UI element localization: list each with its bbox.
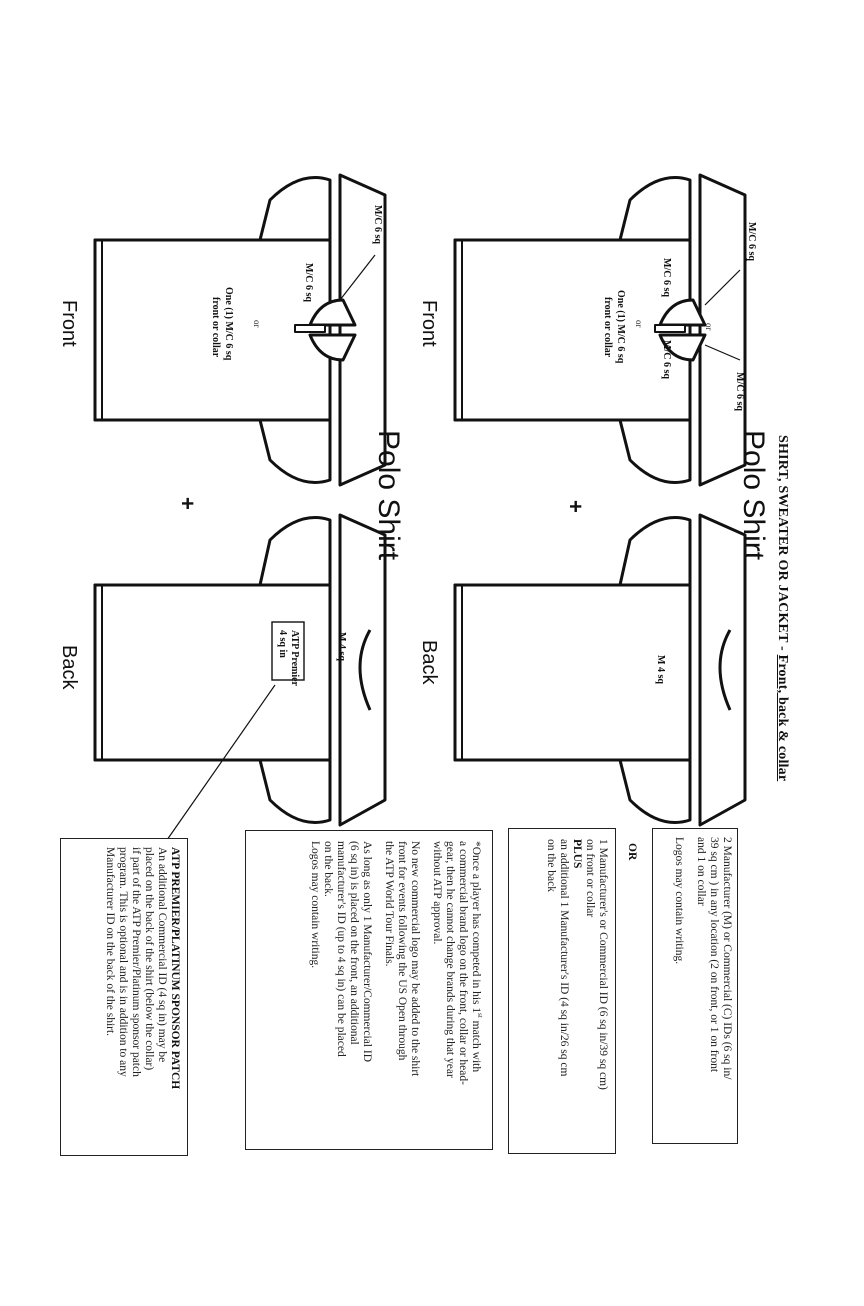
box4-heading: ATP PREMIER/PLATINUM SPONSOR PATCH (169, 847, 181, 1090)
box4-line4: program. This is optional and is in addition to any (117, 847, 129, 1077)
top-label-collar-right: M/C 6 sq (734, 372, 745, 411)
box2-line2: on front or collar (584, 839, 596, 918)
top-label-chest-left: M/C 6 sq (661, 258, 672, 297)
rule-box-4 (60, 838, 188, 1156)
top-note-line2: front or collar (602, 297, 613, 358)
box1-line1: 2 Manufacturer (M) or Commercial (C) IDs (6 sq in/ (721, 837, 733, 1080)
bottom-back-m-label: M 4 sq (336, 632, 347, 661)
bottom-note-line1: One (1) M/C 6 sq (223, 287, 234, 361)
box3-line2: a commercial brand logo on the front, collar or head- (457, 841, 470, 1085)
box2-line1: 1 Manufacturer's or Commercial ID (6 sq in/39 sq cm) (597, 839, 609, 1090)
rule-box-3 (245, 830, 493, 1150)
title-prefix: SHIRT, SWEATER OR JACKET - (775, 435, 790, 655)
box4-line5: Manufacturer ID on the back of the shirt. (104, 847, 116, 1037)
bottom-front-shirt (95, 175, 385, 485)
box3-line5: No new commercial logo may be added to the shirt (409, 841, 422, 1077)
bottom-heading: Polo Shirt (372, 430, 405, 561)
top-note-line1: One (1) M/C 6 sq (615, 290, 626, 364)
bottom-or-text: or (252, 320, 262, 328)
top-label-collar-left: M/C 6 sq (746, 222, 757, 261)
top-collar-or: or (704, 323, 714, 331)
box3-line7: the ATP World Tour Finals. (383, 841, 396, 967)
box1-line3: and 1 on collar (695, 837, 707, 906)
bottom-front-label: Front (58, 300, 80, 347)
rule-box-2 (508, 828, 616, 1154)
bottom-back-label: Back (58, 645, 80, 690)
box3-line8: As long as only 1 Manufacturer/Commercial ID (361, 841, 374, 1062)
top-back-shirt (455, 515, 745, 825)
box3-line3: gear, then he cannot change brands during that year (444, 841, 457, 1078)
bottom-back-shirt (95, 515, 385, 825)
premier-patch-line1: ATP Premier (289, 630, 300, 686)
page-title (774, 435, 790, 781)
box4-line3: if part of the ATP Premier/Platinum sponsor patch (130, 847, 142, 1077)
top-heading: Polo Shirt (737, 430, 770, 561)
top-label-chest-right: M/C 6 sq (661, 340, 672, 379)
top-back-m-label: M 4 sq (655, 655, 666, 684)
rule-box-1 (652, 828, 738, 1144)
box2-line4: on the back (545, 839, 557, 893)
box2-line3: an additional 1 Manufacturer's ID (4 sq in/26 sq cm (558, 839, 570, 1077)
box2-plus-label: PLUS (571, 839, 583, 869)
title-underlined: Front, back & collar (775, 654, 790, 782)
box3-line12: Logos may contain writing. (309, 841, 322, 969)
box3-line4: without ATP approval. (431, 841, 444, 945)
box3-line9: (6 sq in) is placed on the front, an additional (348, 841, 361, 1045)
box1-logos-note: Logos may contain writing. (673, 837, 685, 965)
top-front-shirt (455, 175, 745, 485)
bottom-plus: + (175, 497, 200, 510)
box4-line2: placed on the back of the shirt (below the collar) (143, 847, 155, 1071)
or-label: OR (626, 843, 638, 861)
box3-line1: *Once a player has competed in his 1st match with (470, 841, 484, 1073)
top-back-label: Back (418, 640, 440, 685)
box1-line2: 39 sq cm ) in any location (2 on front, or 1 on front (708, 837, 720, 1073)
top-or-text: or (634, 320, 644, 328)
box3-line11: on the back. (322, 841, 335, 897)
bottom-label-collar: M/C 6 sq (372, 205, 383, 244)
top-plus: + (563, 500, 588, 513)
box3-line10: manufacturer's ID (up to 4 sq in) can be placed (335, 841, 348, 1057)
premier-patch-line2: 4 sq in (277, 630, 288, 658)
box4-line1: An additional Commercial ID (4 sq in) may be (156, 847, 168, 1063)
box3-line6: front for events following the US Open through (396, 841, 409, 1061)
bottom-label-chest: M/C 6 sq (303, 263, 314, 302)
top-front-label: Front (418, 300, 440, 347)
bottom-note-line2: front or collar (210, 297, 221, 358)
